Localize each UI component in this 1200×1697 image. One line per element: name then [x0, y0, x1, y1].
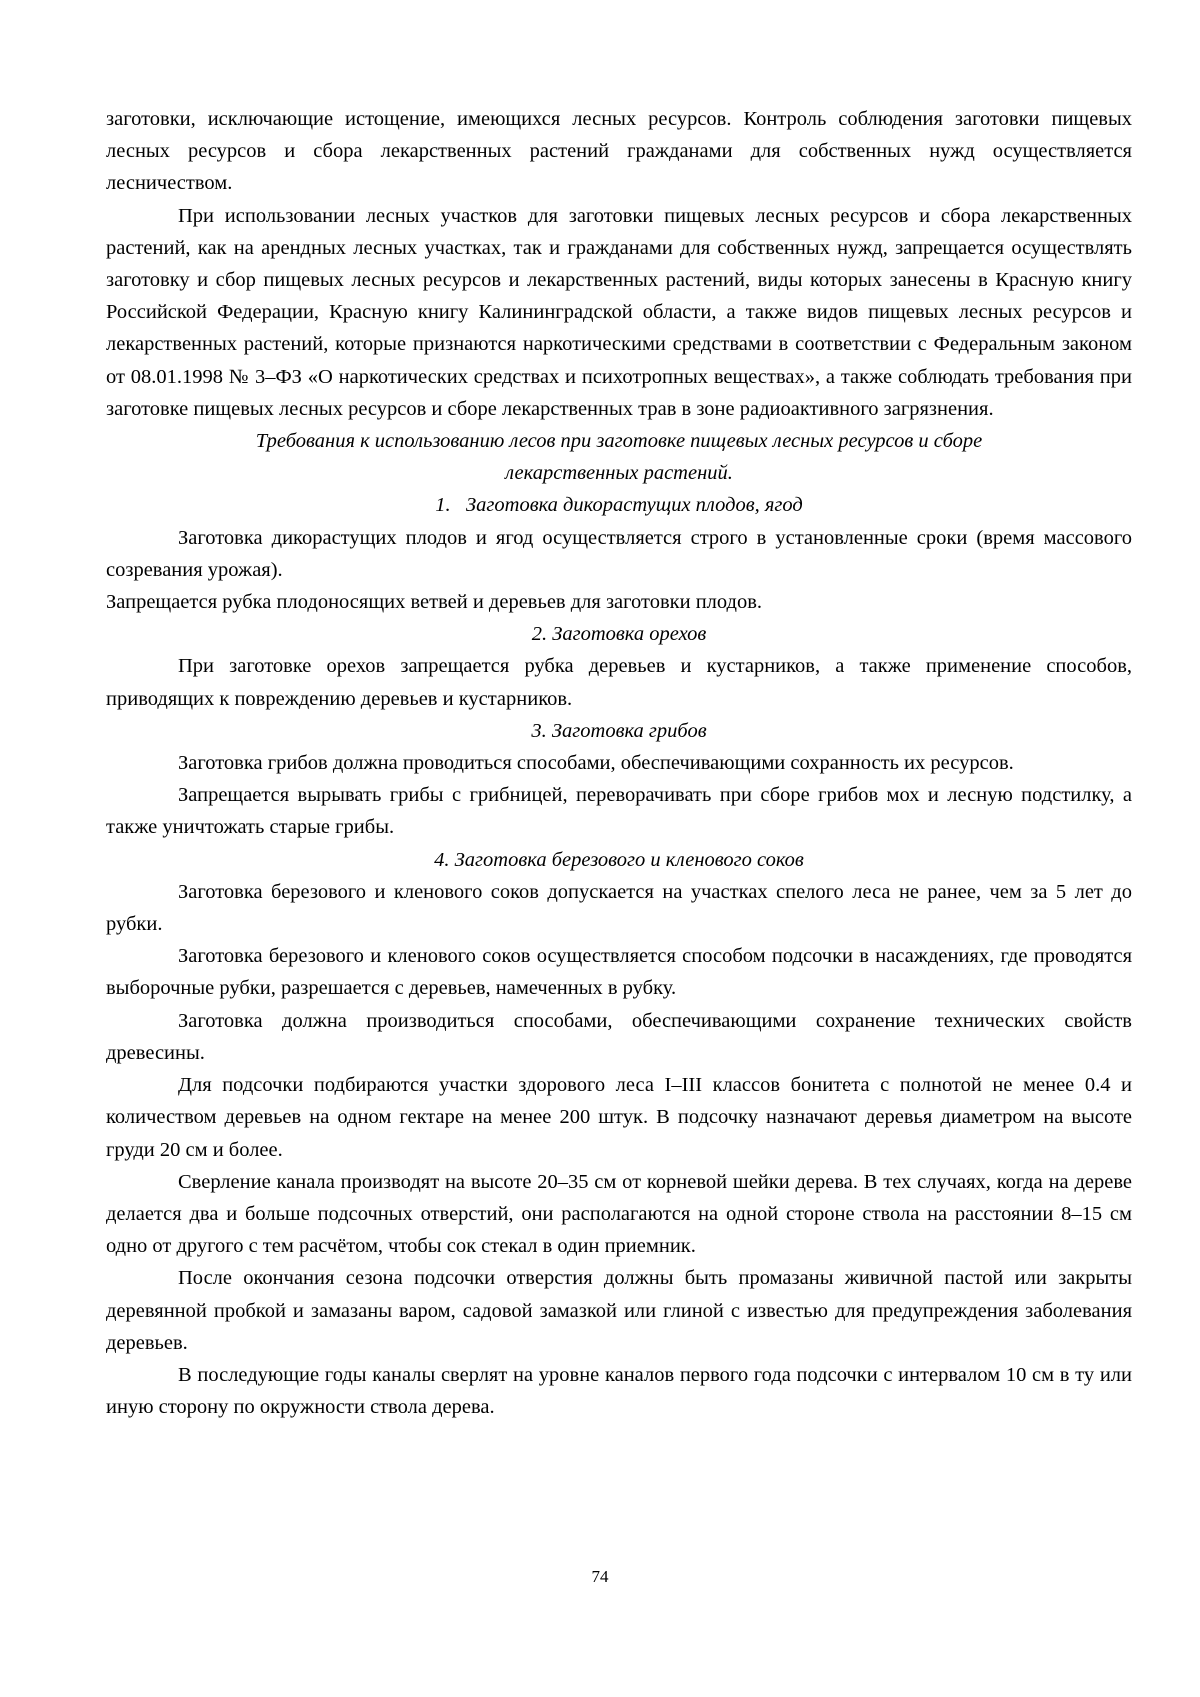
paragraph-sap-season-end: После окончания сезона подсочки отверстия должны быть промазаны живичной пастой или закрыты деревянной пробкой и замазаны варом, садовой замазкой или глиной с известью для предупреждения заболевания деревьев. — [106, 1267, 1132, 1354]
paragraph-sap-following-years: В последующие годы каналы сверлят на уровне каналов первого года подсочки с интервалом 10 см в ту или иную сторону по окружности ствола дерева. — [106, 1363, 1132, 1419]
paragraph-fruits-prohibition: Запрещается рубка плодоносящих ветвей и деревьев для заготовки плодов. — [106, 591, 763, 614]
section-heading-line2: лекарственных растений. — [505, 462, 733, 485]
paragraph-restrictions: При использовании лесных участков для заготовки пищевых лесных ресурсов и сбора лекарственных растений, как на арендных лесных участках, так и гражданами для собственных нужд, запрещается осуществлять заготовку и сбор пищевых лесных ресурсов и лекарственных растений, виды которых занесены в Красную книгу Российской Федерации, Красную книгу Калининградской области, а также видов пищевых лесных ресурсов и лекарственных растений, которые признаются наркотическими средствами в соответствии с Федеральным законом от 08.01.1998 № 3–ФЗ «О наркотических средствах и психотропных веществах», а также соблюдать требования при заготовке пищевых лесных ресурсов и сборе лекарственных трав в зоне радиоактивного загрязнения. — [106, 204, 1132, 420]
subheading-mushrooms: 3. Заготовка грибов — [531, 719, 707, 742]
subheading-sap: 4. Заготовка березового и кленового соков — [434, 848, 804, 871]
paragraph-mushrooms-prohibition: Запрещается вырывать грибы с грибницей, переворачивать при сборе грибов мох и лесную подстилку, а также уничтожать старые грибы. — [106, 784, 1132, 839]
page-content — [106, 103, 1132, 1423]
paragraph-mushrooms-methods: Заготовка грибов должна проводиться способами, обеспечивающими сохранность их ресурсов. — [178, 752, 1014, 775]
paragraph-sap-method: Заготовка березового и кленового соков осуществляется способом подсочки в насаждениях, где проводятся выборочные рубки, разрешается с деревьев, намеченных в рубку. — [106, 945, 1132, 1000]
paragraph-continuation: заготовки, исключающие истощение, имеющихся лесных ресурсов. Контроль соблюдения заготовки пищевых лесных ресурсов и сбора лекарственных растений гражданами для собственных нужд осуществляется лесничеством. — [106, 108, 1132, 195]
page-number: 74 — [591, 1567, 609, 1586]
paragraph-sap-wood-properties: Заготовка должна производиться способами, обеспечивающими сохранение технических свойств древесины. — [106, 1009, 1132, 1064]
paragraph-nuts: При заготовке орехов запрещается рубка деревьев и кустарников, а также применение способов, приводящих к повреждению деревьев и кустарников. — [106, 655, 1132, 710]
subheading-fruits-berries: 1. Заготовка дикорастущих плодов, ягод — [435, 494, 803, 517]
subheading-nuts: 2. Заготовка орехов — [531, 623, 707, 646]
section-heading — [106, 425, 1132, 489]
section-heading-line1: Требования к использованию лесов при заготовке пищевых лесных ресурсов и сборе — [255, 430, 983, 453]
paragraph-sap-allowed: Заготовка березового и кленового соков допускается на участках спелого леса не ранее, чем за 5 лет до рубки. — [106, 880, 1132, 936]
paragraph-sap-drilling: Сверление канала производят на высоте 20–35 см от корневой шейки дерева. В тех случаях, когда на дереве делается два и больше подсочных отверстий, они располагаются на одной стороне ствола на расстоянии 8–15 см одно от другого с тем расчётом, чтобы сок стекал в один приемник. — [106, 1170, 1132, 1258]
paragraph-sap-site-selection: Для подсочки подбираются участки здорового леса I–III классов бонитета с полнотой не менее 0.4 и количеством деревьев на одном гектаре на менее 200 штук. В подсочку назначают деревья диаметром на высоте груди 20 см и более. — [106, 1074, 1132, 1161]
paragraph-fruits-timing: Заготовка дикорастущих плодов и ягод осуществляется строго в установленные сроки (время массового созревания урожая). — [106, 526, 1132, 581]
